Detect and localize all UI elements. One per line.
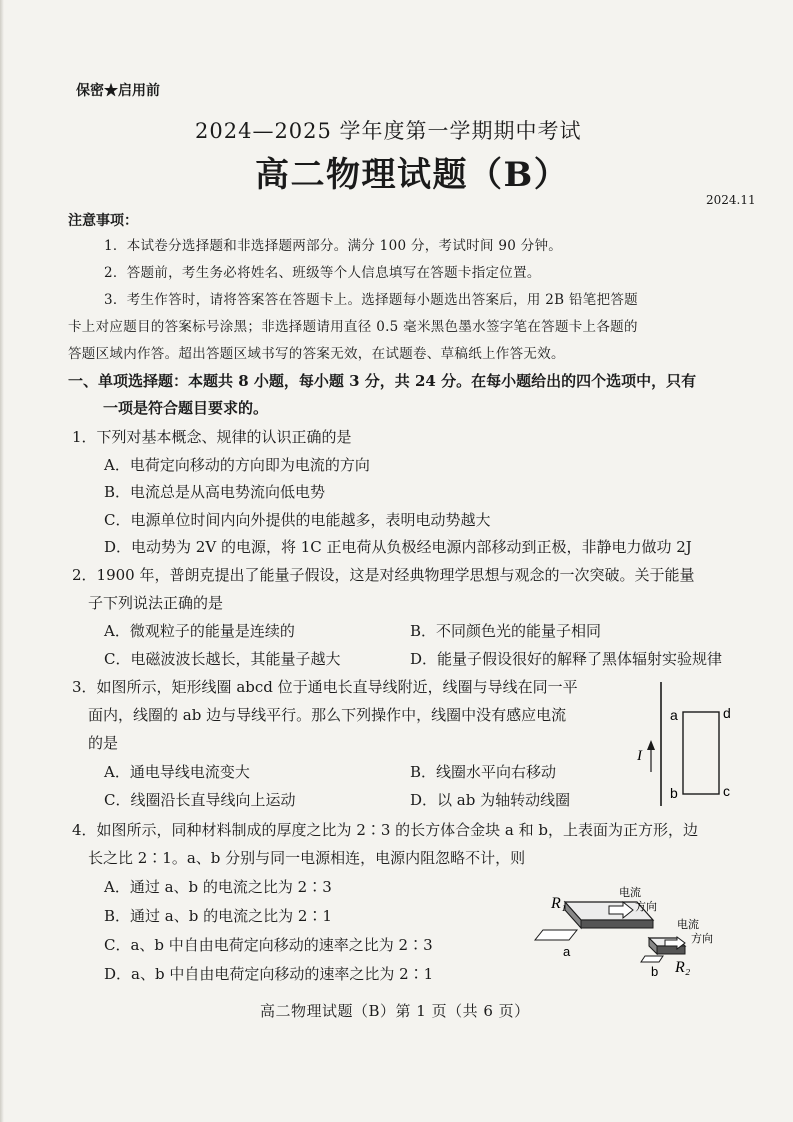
current-a-label-2: 方向	[635, 900, 657, 913]
page-title: 高二物理试题（B）	[255, 155, 570, 195]
q2-option-c: C．电磁波波长越长，其能量子越大	[104, 650, 341, 668]
q2-option-a: A．微观粒子的能量是连续的	[104, 622, 295, 640]
coil-corner-d: d	[723, 705, 731, 721]
current-b-label-2: 方向	[691, 932, 713, 945]
note-item-3-cont: 卡上对应题目的答案标号涂黑；非选择题请用直径 0.5 毫米黑色墨水签字笔在答题卡上各题的	[68, 319, 638, 335]
exam-date: 2024.11	[706, 193, 756, 207]
q2-option-b: B．不同颜色光的能量子相同	[410, 622, 602, 640]
current-arrow-head	[647, 740, 655, 750]
q2-option-d: D．能量子假设很好的解释了黑体辐射实验规律	[410, 650, 723, 668]
block-a-side	[581, 920, 653, 928]
current-b-label-1: 电流	[677, 918, 699, 931]
current-a-label-1: 电流	[619, 886, 641, 899]
q4-option-d: D．a、b 中自由电荷定向移动的速率之比为 2∶1	[104, 965, 434, 983]
q1-option-a: A．电荷定向移动的方向即为电流的方向	[104, 456, 370, 474]
block-a-label: a	[563, 944, 571, 959]
q4-stem: 4．如图所示，同种材料制成的厚度之比为 2∶3 的长方体合金块 a 和 b，上表面为正方形，边	[72, 821, 699, 839]
section-title-cont: 一项是符合题目要求的。	[103, 399, 269, 417]
q2-stem-cont: 子下列说法正确的是	[88, 594, 224, 612]
notes-label: 注意事项：	[68, 213, 138, 229]
exam-title: 2024—2025 学年度第一学期期中考试	[195, 119, 582, 143]
q1-option-b: B．电流总是从高电势流向低电势	[104, 483, 326, 501]
note-item-1: 1．本试卷分选择题和非选择题两部分。满分 100 分，考试时间 90 分钟。	[104, 238, 563, 254]
q3-figure	[625, 680, 750, 810]
coil-rect	[683, 712, 719, 794]
q4-stem-cont: 长之比 2∶1。a、b 分别与同一电源相连，电源内阻忽略不计，则	[88, 849, 526, 867]
q4-option-a: A．通过 a、b 的电流之比为 2∶3	[104, 878, 332, 896]
q1-stem: 1．下列对基本概念、规律的认识正确的是	[72, 428, 352, 446]
confidential-label: 保密★启用前	[76, 83, 160, 99]
page-footer: 高二物理试题（B）第 1 页（共 6 页）	[260, 1002, 530, 1020]
q3-stem-cont2: 的是	[88, 734, 119, 752]
current-label: I	[637, 748, 642, 764]
scan-edge	[0, 0, 4, 1122]
coil-corner-c: c	[723, 783, 730, 799]
coil-corner-b: b	[670, 785, 678, 801]
q3-option-b: B．线圈水平向右移动	[410, 763, 557, 781]
r2-label: R₂	[675, 959, 691, 976]
q3-option-a: A．通电导线电流变大	[104, 763, 250, 781]
q4-option-c: C．a、b 中自由电荷定向移动的速率之比为 2∶3	[104, 936, 433, 954]
q3-stem-cont: 面内，线圈的 ab 边与导线平行。那么下列操作中，线圈中没有感应电流	[88, 706, 567, 724]
block-a-lead	[535, 930, 577, 940]
q2-stem: 2．1900 年，普朗克提出了能量子假设，这是对经典物理学思想与观念的一次突破。关于能量	[72, 566, 695, 584]
r1-label: R₁	[551, 895, 567, 912]
section-title: 一、单项选择题：本题共 8 小题，每小题 3 分，共 24 分。在每小题给出的四个选项中，只有	[68, 372, 697, 390]
q3-option-c: C．线圈沿长直导线向上运动	[104, 791, 296, 809]
note-item-2: 2．答题前，考生务必将姓名、班级等个人信息填写在答题卡指定位置。	[104, 265, 541, 281]
q1-option-d: D．电动势为 2V 的电源，将 1C 正电荷从负极经电源内部移动到正极，非静电力做功 2J	[104, 538, 692, 556]
block-b-lead	[641, 956, 663, 962]
note-item-3: 3．考生作答时，请将答案答在答题卡上。选择题每小题选出答案后，用 2B 铅笔把答题	[104, 292, 638, 308]
q4-figure	[525, 880, 755, 980]
block-b-side	[657, 946, 685, 954]
q1-option-c: C．电源单位时间内向外提供的电能越多，表明电动势越大	[104, 511, 491, 529]
q4-option-b: B．通过 a、b 的电流之比为 2∶1	[104, 907, 332, 925]
q3-option-d: D．以 ab 为轴转动线圈	[410, 791, 571, 809]
note-item-3-cont2: 答题区域内作答。超出答题区域书写的答案无效，在试题卷、草稿纸上作答无效。	[68, 346, 565, 362]
q3-stem: 3．如图所示，矩形线圈 abcd 位于通电长直导线附近，线圈与导线在同一平	[72, 678, 578, 696]
block-b-label: b	[651, 964, 659, 979]
coil-corner-a: a	[670, 707, 678, 723]
